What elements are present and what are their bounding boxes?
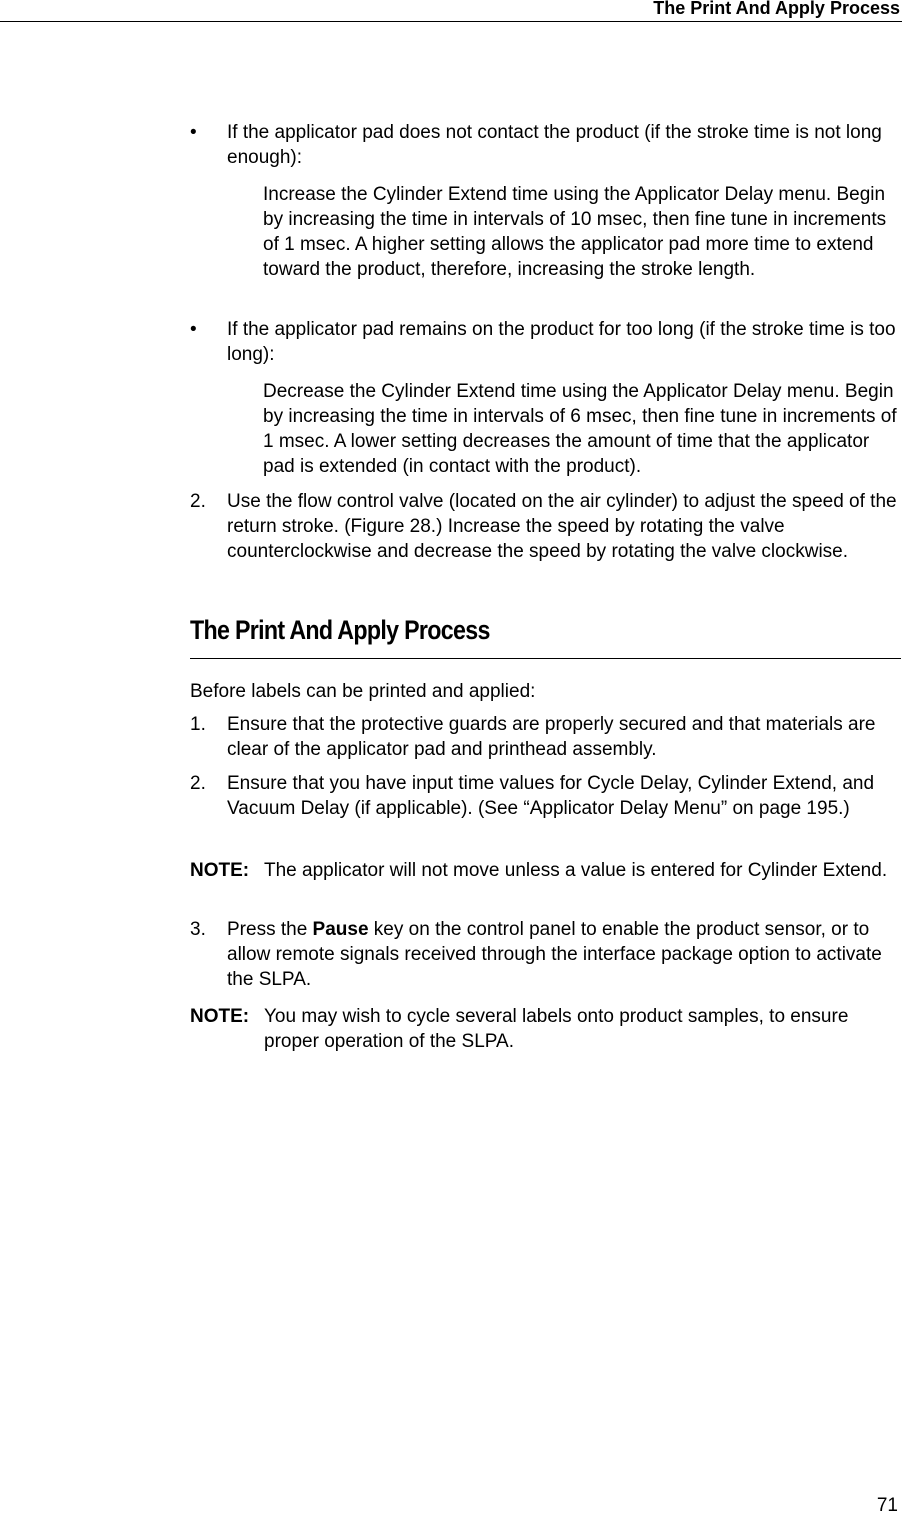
note-label: NOTE: [190, 860, 250, 881]
pause-key-label: Pause [312, 919, 369, 940]
section-heading-text: The Print And Apply Process [190, 615, 490, 645]
bullet-text: If the applicator pad remains on the product for too long (if the stroke time is too long): [227, 319, 896, 365]
running-header-title: The Print And Apply Process [653, 0, 900, 18]
bullet-text: If the applicator pad does not contact the product (if the stroke time is not long enough): [227, 122, 882, 168]
bullet-detail: Decrease the Cylinder Extend time using the Applicator Delay menu. Begin by increasing the time in intervals of 6 msec, then fine tune in increments of 1 msec. A lower setting decreases the amount of time that the applicator pad is extended (in contact with the product). [263, 381, 897, 477]
bullet-detail: Increase the Cylinder Extend time using the Applicator Delay menu. Begin by increasing the time in intervals of 10 msec, then fine tune in increments of 1 msec. A higher setting allows the applicator pad more time to extend toward the product, therefore, increasing the stroke length. [263, 184, 887, 280]
bullet-marker: • [190, 122, 197, 143]
step-number: 3. [190, 919, 206, 940]
step-text [227, 917, 899, 992]
running-header [0, 0, 902, 22]
section-intro: Before labels can be printed and applied: [190, 681, 536, 702]
note-text: You may wish to cycle several labels onto product samples, to ensure proper operation of the SLPA. [264, 1006, 849, 1052]
note-text: The applicator will not move unless a value is entered for Cylinder Extend. [264, 860, 888, 881]
step-text: Ensure that you have input time values for Cycle Delay, Cylinder Extend, and Vacuum Delay (if applicable). (See “Applicator Delay Menu” on page 195.) [227, 773, 875, 819]
step-text-after: key on the control panel to enable the product sensor, or to allow remote signals received through the interface package option to activate the SLPA. [227, 919, 882, 990]
note-label: NOTE: [190, 1006, 250, 1027]
page-number: 71 [876, 1495, 898, 1516]
step-number: 2. [190, 773, 206, 794]
section-heading [190, 615, 901, 659]
bullet-marker: • [190, 319, 197, 340]
step-text-before: Press the [227, 919, 313, 940]
step-text: Use the flow control valve (located on the air cylinder) to adjust the speed of the return stroke. (Figure 28.) Increase the speed by rotating the valve counterclockwise and decrease the speed by rotating the valve clockwise. [227, 491, 897, 562]
step-number: 1. [190, 714, 206, 735]
step-number: 2. [190, 491, 206, 512]
step-text: Ensure that the protective guards are properly secured and that materials are clear of the applicator pad and printhead assembly. [227, 714, 876, 760]
